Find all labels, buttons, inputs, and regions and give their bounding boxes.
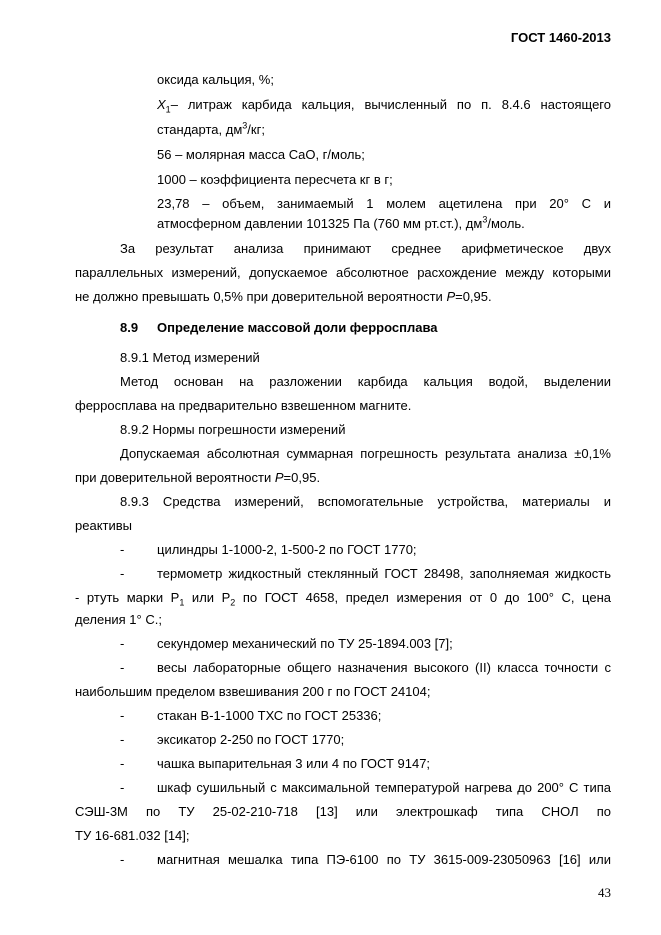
text-line: $X_1-$ литраж карбида кальция, вычисленный по п. 8.4.6 настоящего [157,97,611,115]
text-line: ферросплава на предварительно взвешенном магните. [75,398,412,413]
text-line: атмосферном давлении 101325 Па (760 мм рт.ст.), $дм^3$/моль. [157,214,525,231]
subsection-heading: 8.9.3 Средства измерений, вспомогательные устройства, материалы и [120,494,611,509]
section-number: 8.9 [120,320,139,335]
subsection-heading: 8.9.2 Нормы погрешности измерений [120,422,346,437]
subsection-heading: 8.9.1 Метод измерений [120,350,260,365]
list-item-cont: СЭШ-3М по ТУ 25-02-210-718 [13] или электрошкаф типа СНОЛ по [75,804,611,819]
list-bullet: - [120,708,125,723]
text-line: оксида кальция, %; [157,72,274,87]
section-title: Определение массовой доли ферросплава [157,320,438,335]
list-item-cont: - ртуть марки $Р_1$ или $Р_2$ по ГОСТ 4658, предел измерения от 0 до 100° С, цена [75,590,611,608]
list-item-cont: деления 1° С.; [75,612,162,627]
list-bullet: - [120,566,125,581]
list-item: магнитная мешалка типа ПЭ-6100 по ТУ 3615-009-23050963 [16] или [157,852,611,867]
list-item-cont: наибольшим пределом взвешивания 200 г по ГОСТ 24104; [75,684,431,699]
text-line: 56 – молярная масса CaO, г/моль; [157,147,365,162]
text-line: За результат анализа принимают среднее арифметическое двух [120,241,611,256]
page-number: 43 [598,885,611,900]
list-item: чашка выпарительная 3 или 4 по ГОСТ 9147; [157,756,431,771]
list-item: эксикатор 2-250 по ГОСТ 1770; [157,732,345,747]
text-line: не должно превышать 0,5% при доверительной вероятности P=0,95. [75,289,492,304]
list-item: шкаф сушильный с максимальной температурой нагрева до 200° С типа [157,780,611,795]
text-line: реактивы [75,518,132,533]
text-line: при доверительной вероятности P=0,95. [75,470,321,485]
list-item: стакан В-1-1000 ТХС по ГОСТ 25336; [157,708,382,723]
text-line: Допускаемая абсолютная суммарная погрешность результата анализа ±0,1% [120,446,611,461]
text-line: стандарта, $дм^3/кг$; [157,120,265,137]
standard-code: ГОСТ 1460-2013 [510,30,611,45]
page-header [0,30,661,50]
list-bullet: - [120,660,125,675]
text-line: параллельных измерений, допускаемое абсолютное расхождение между которыми [75,265,611,280]
list-item: термометр жидкостный стеклянный ГОСТ 28498, заполняемая жидкость [157,566,611,581]
list-bullet: - [120,636,125,651]
list-bullet: - [120,756,125,771]
text-line: 23,78 – объем, занимаемый 1 молем ацетилена при 20° С и [157,196,611,211]
list-item: цилиндры 1-1000-2, 1-500-2 по ГОСТ 1770; [157,542,417,557]
list-item: секундомер механический по ТУ 25-1894.003 [7]; [157,636,453,651]
list-bullet: - [120,852,125,867]
list-bullet: - [120,542,125,557]
list-item-cont: ТУ 16-681.032 [14]; [75,828,190,843]
text-line: Метод основан на разложении карбида кальция водой, выделении [120,374,611,389]
list-bullet: - [120,732,125,747]
text-line: 1000 – коэффициента пересчета кг в г; [157,172,393,187]
list-item: весы лабораторные общего назначения высокого (II) класса точности с [157,660,611,675]
list-bullet: - [120,780,125,795]
